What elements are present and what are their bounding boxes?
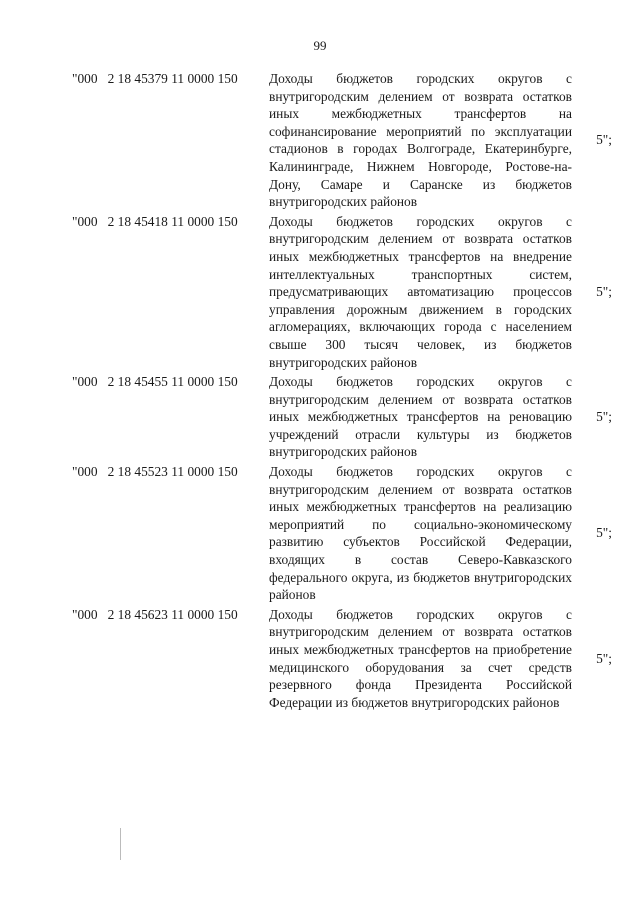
norm-value: 5";: [596, 409, 612, 425]
budget-code: "000 2 18 45379 11 0000 150: [72, 71, 238, 86]
budget-code: "000 2 18 45523 11 0000 150: [72, 464, 238, 480]
table-row: [72, 213, 612, 371]
table-row: [72, 70, 612, 211]
page-number: 99: [313, 38, 327, 53]
norm-value: 5";: [596, 650, 612, 666]
norm-value: 5";: [596, 525, 612, 541]
code-description: Доходы бюджетов городских округов с внутригородским делением от возврата остатков иных межбюджетных трансфертов на реновацию учреждений отрасли культуры из бюджетов внутригородских районов: [269, 374, 572, 460]
budget-code: "000 2 18 45623 11 0000 150: [72, 606, 238, 622]
budget-code: "000 2 18 45418 11 0000 150: [72, 213, 238, 229]
table-row: [72, 606, 612, 712]
norm-value: 5";: [596, 132, 612, 148]
scan-mark: [120, 828, 121, 860]
budget-code-table: [72, 70, 612, 713]
table-row: [72, 373, 612, 461]
code-description: Доходы бюджетов городских округов с внутригородским делением от возврата остатков иных межбюджетных трансфертов на приобретение медицинского оборудования за счет средств резервного фонда Президента Российской Федерации из бюджетов внутригородских районов: [269, 606, 572, 710]
code-description: Доходы бюджетов городских округов с внутригородским делением от возврата остатков иных межбюджетных трансфертов на софинансирование мероприятий по эксплуатации стадионов в городах Волгограде, Екатеринбурге, Калининграде, Нижнем Новгороде, Ростове-на-Дону, Самаре и Саранске из бюджетов внутригородских районов: [269, 71, 572, 210]
norm-value: 5";: [596, 283, 612, 299]
budget-code: "000 2 18 45455 11 0000 150: [72, 374, 238, 390]
code-description: Доходы бюджетов городских округов с внутригородским делением от возврата остатков иных межбюджетных трансфертов на внедрение интеллектуальных транспортных систем, предусматривающих автоматизацию процессов управления дорожным движением в городских агломерациях, включающих города с населением свыше 300 тысяч человек, из бюджетов внутригородских районов: [269, 213, 572, 370]
table-row: [72, 463, 612, 604]
code-description: Доходы бюджетов городских округов с внутригородским делением от возврата остатков иных межбюджетных трансфертов на реализацию мероприятий по социально-экономическому развитию субъектов Российской Федерации, входящих в состав Северо-Кавказского федерального округа, из бюджетов внутригородских районов: [269, 464, 572, 603]
